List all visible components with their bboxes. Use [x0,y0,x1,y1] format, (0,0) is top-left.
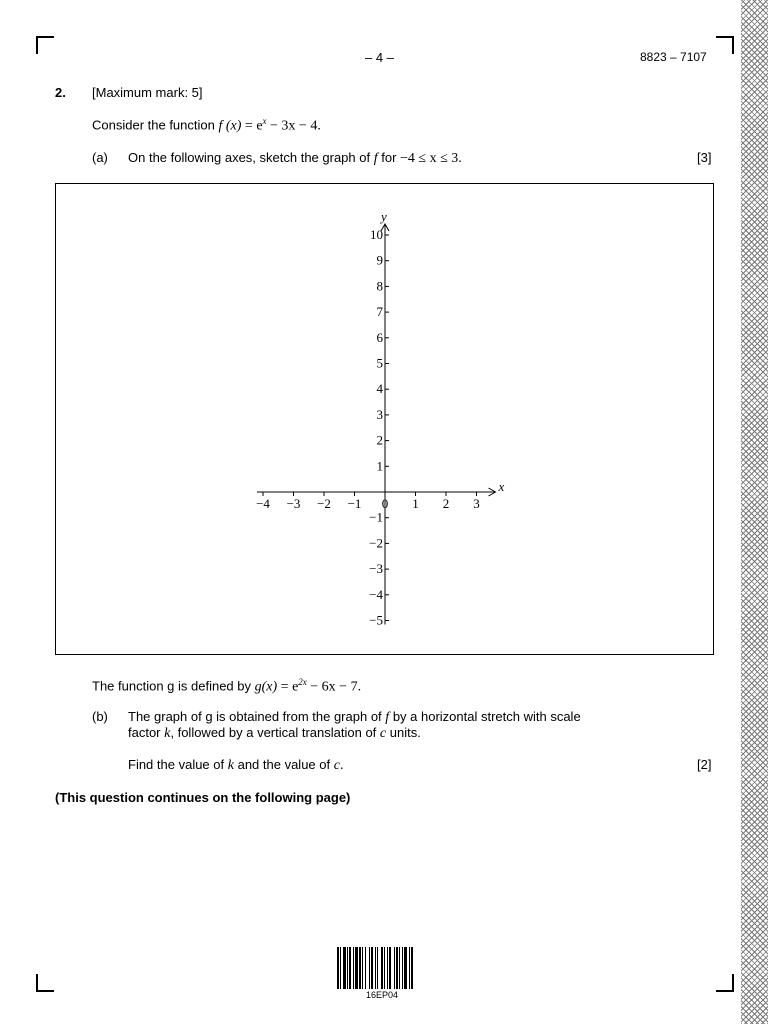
barcode-bar [411,947,413,989]
g-definition-line [92,677,361,695]
part-b-line1-post: by a horizontal stretch with scale [392,709,581,724]
crop-mark-top-right [716,36,734,54]
barcode-bar [402,947,403,989]
barcode-bar [409,947,410,989]
barcode-bar [340,947,341,989]
barcode-bars [337,947,413,989]
part-b-marks: [2] [697,757,712,772]
part-a-marks: [3] [697,150,712,165]
part-b-line2-post: units. [389,725,421,740]
barcode-bar [381,947,383,989]
continues-note: (This question continues on the following page) [55,790,351,805]
g-func-rhs-post: − 6x − 7 [306,679,358,695]
y-tick-label: −2 [369,535,383,551]
barcode-bar [399,947,400,989]
crop-mark-bottom-left [36,974,54,992]
barcode-bar [389,947,391,989]
part-a-range: −4 ≤ x ≤ 3 [400,151,459,166]
barcode-bar [387,947,388,989]
intro-func-lhs: f (x) [218,118,242,134]
part-a-f: f [373,151,378,166]
y-tick-label: 3 [376,406,383,422]
part-b-line1 [128,709,581,726]
y-tick-label: 1 [376,458,383,474]
intro-func-exp: x [262,116,267,126]
y-tick-label: 9 [376,252,383,268]
part-b-find-c: c [333,758,340,773]
part-b-find-line [128,757,343,774]
paper-code: 8823 – 7107 [640,50,707,64]
g-period: . [357,679,362,695]
g-func-exp: 2x [298,677,307,687]
intro-line [92,116,321,134]
y-tick-label: 8 [376,278,383,294]
question-number: 2. [55,85,66,100]
x-tick-label: 2 [442,496,450,511]
part-a-text: On the following axes, sketch the graph of [128,150,371,165]
barcode-bar [347,947,348,989]
part-b-find-k: k [227,758,234,773]
part-a-period: . [458,151,462,166]
x-tick-label: 3 [473,496,480,511]
intro-period: . [317,118,321,134]
part-b-line2-pre: factor [128,725,161,740]
y-tick-label: 4 [376,381,383,397]
page-number: – 4 – [365,50,394,65]
y-tick-label: 7 [376,304,383,320]
y-tick-label: −5 [369,612,383,628]
intro-func-rhs-pre: = e [241,118,263,134]
y-tick-label: 10 [370,227,383,242]
part-b-line2 [128,725,421,742]
x-tick-label: −3 [286,496,301,511]
margin-hatch-strip [741,0,768,1024]
part-b-line2-c: c [379,726,387,741]
intro-func-rhs-post: − 3x − 4 [266,118,318,134]
part-a-for: for [381,150,397,165]
part-b-label: (b) [92,709,108,724]
crop-mark-bottom-right [716,974,734,992]
g-func-lhs: g(x) [254,679,278,695]
x-tick-label: 0 [381,496,389,511]
part-b-line1-f: f [385,710,390,725]
x-tick-label: −2 [317,496,331,511]
barcode-bar [355,947,358,989]
crop-mark-top-left [36,36,54,54]
axes-chart [55,183,714,655]
barcode-bar [337,947,339,989]
chart-root [256,209,504,628]
barcode-bar [371,947,373,989]
g-definition-text: The function g is defined by [92,678,251,694]
barcode-bar [365,947,366,989]
part-a-label: (a) [92,150,108,165]
part-b-find-period: . [339,758,344,773]
x-tick-label: 1 [412,496,419,511]
y-axis-label: y [381,209,387,224]
barcode-bar [362,947,363,989]
part-b-line2-k: k [164,726,171,741]
part-b-find-mid: and the value of [237,757,331,772]
barcode-bar [377,947,378,989]
x-tick-label: −1 [347,496,362,511]
x-tick-label: −4 [256,496,270,511]
g-func-rhs-pre: = e [277,679,299,695]
max-mark: [Maximum mark: 5] [92,85,203,100]
barcode-bar [359,947,361,989]
intro-text: Consider the function [92,117,215,133]
barcode-bar [396,947,398,989]
part-b-line1-pre: The graph of g is obtained from the graph of [128,709,382,724]
barcode-bar [349,947,351,989]
y-tick-label: −3 [369,561,383,577]
barcode-bar [369,947,370,989]
part-b-find-pre: Find the value of [128,757,225,772]
barcode-bar [384,947,385,989]
barcode-bar [394,947,395,989]
part-a-line [128,150,462,167]
barcode-bar [404,947,407,989]
barcode-bar [353,947,354,989]
barcode-bar [375,947,376,989]
barcode [337,947,432,989]
y-tick-label: 2 [376,432,383,448]
y-tick-label: −4 [369,586,383,602]
y-tick-label: 6 [376,329,383,345]
barcode-bar [343,947,346,989]
y-tick-label: −1 [369,509,383,525]
part-b-line2-mid: , followed by a vertical translation of [170,725,377,740]
x-axis-label: x [498,479,505,494]
y-tick-label: 5 [376,355,383,371]
barcode-text: 16EP04 [366,990,399,1000]
